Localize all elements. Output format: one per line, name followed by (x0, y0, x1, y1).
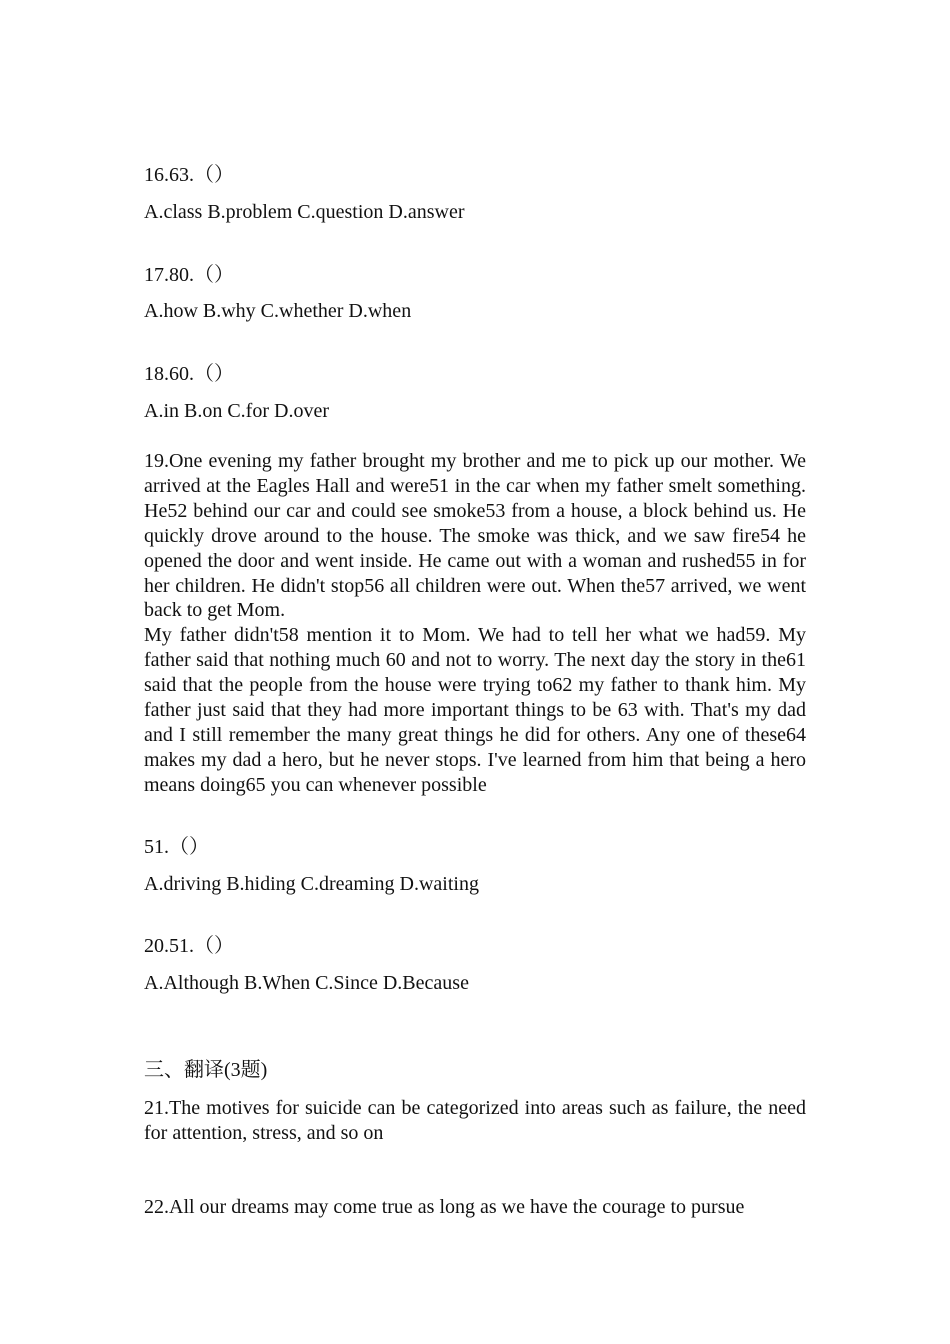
question-18-options: A.in B.on C.for D.over (144, 400, 329, 422)
translation-item-22: 22.All our dreams may come true as long as we have the courage to pursue (144, 1196, 745, 1218)
section-heading: 三、翻译(3题) (144, 1059, 268, 1081)
question-20-options: A.Although B.When C.Since D.Because (144, 972, 469, 994)
question-17-options: A.how B.why C.whether D.when (144, 300, 412, 322)
question-51-stem: 51.（） (144, 836, 209, 858)
question-16-stem: 16.63.（） (144, 164, 234, 186)
reading-passage (144, 449, 806, 798)
question-51-options: A.driving B.hiding C.dreaming D.waiting (144, 873, 479, 895)
question-16-options: A.class B.problem C.question D.answer (144, 201, 465, 223)
question-17-stem: 17.80.（） (144, 264, 234, 286)
question-18-stem: 18.60.（） (144, 363, 234, 385)
translation-item-21: 21.The motives for suicide can be categorized into areas such as failure, the need for attention, stress, and so on (144, 1097, 806, 1144)
passage-paragraph-2: My father didn't58 mention it to Mom. We had to tell her what we had59. My father said that nothing much 60 and not to worry. The next day the story in the61 said that the people from the house were trying to62 my father to thank him. My father just said that they had more important things to be 63 with. That's my dad and I still remember the many great things he did for others. Any one of these64 makes my dad a hero, but he never stops. I've learned from him that being a hero means doing65 you can whenever possible (144, 624, 806, 796)
passage-paragraph-1: 19.One evening my father brought my brother and me to pick up our mother. We arrived at the Eagles Hall and were51 in the car when my father smelt something. He52 behind our car and could see smoke53 from a house, a block behind us. He quickly drove around to the house. The smoke was thick, and we saw fire54 he opened the door and went inside. He came out with a woman and rushed55 in for her children. He didn't stop56 all children were out. When the57 arrived, we went back to get Mom. (144, 450, 806, 622)
question-20-stem: 20.51.（） (144, 935, 234, 957)
